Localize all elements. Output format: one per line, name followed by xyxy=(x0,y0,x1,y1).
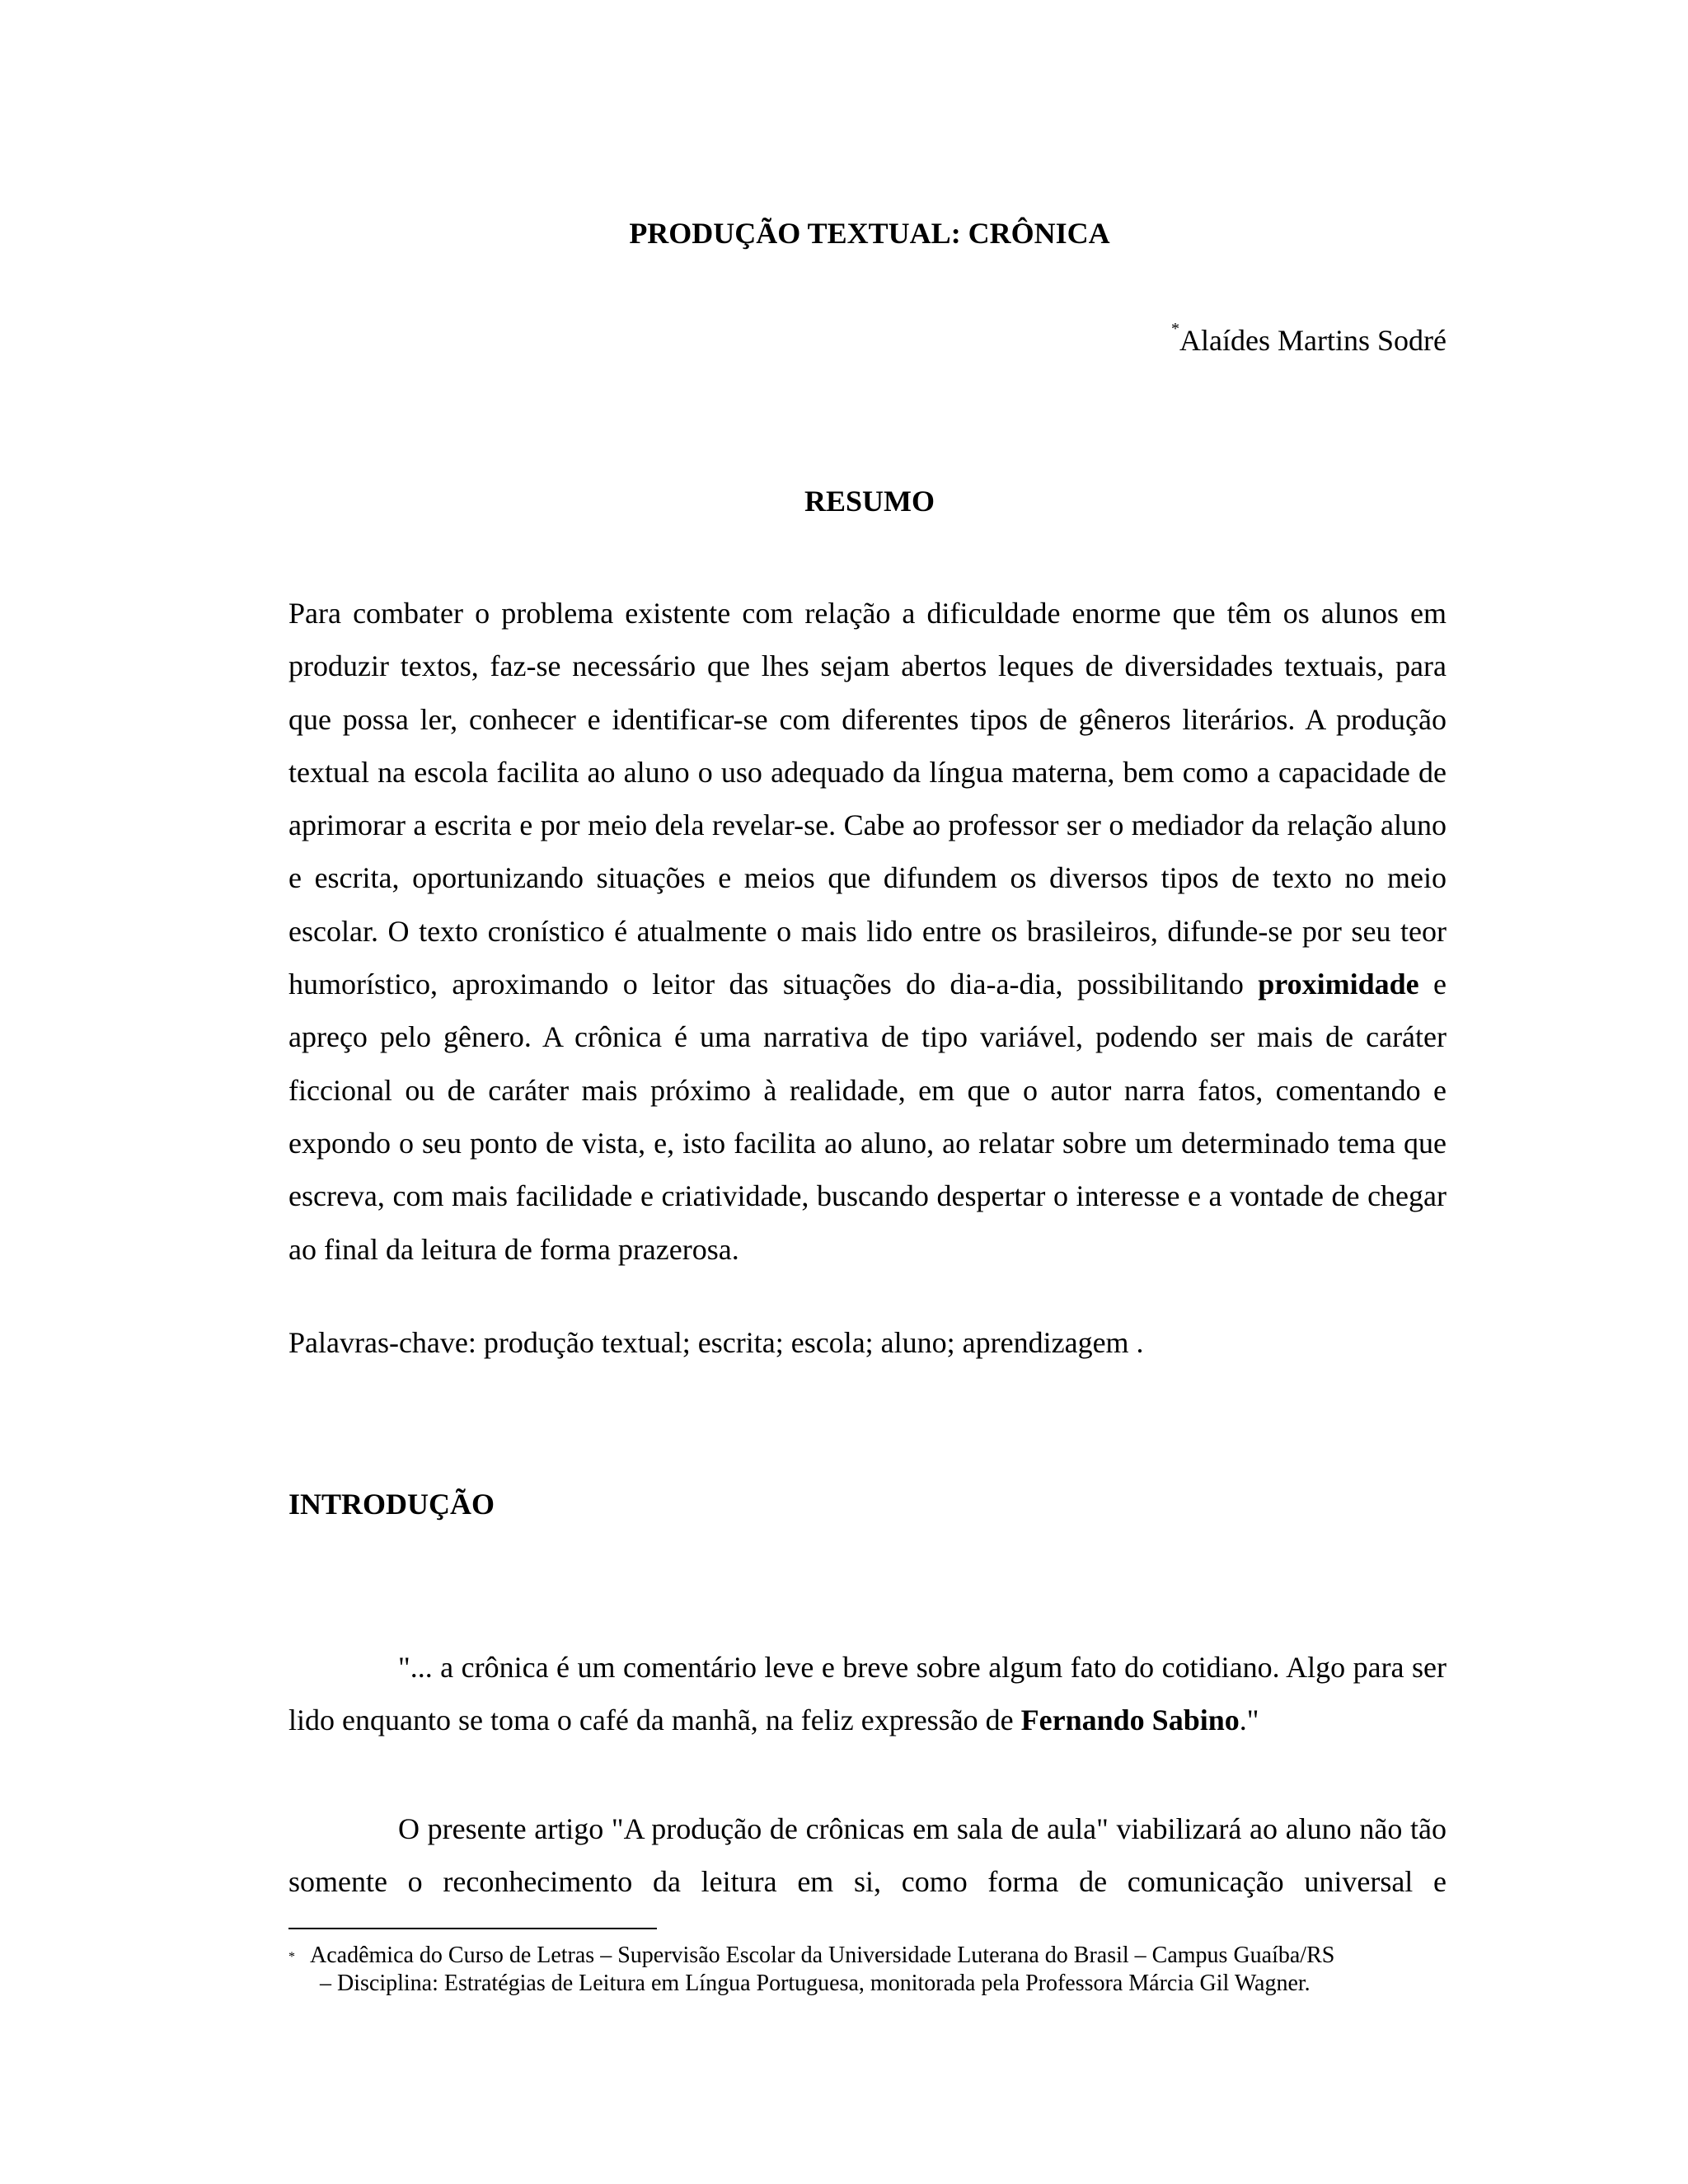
footnote-line-1: Acadêmica do Curso de Letras – Supervisão Escolar da Universidade Luterana do Brasil – Campus Guaíba/RS xyxy=(310,1943,1335,1968)
footnote-divider xyxy=(288,1928,657,1929)
quote-text-part-1: "... a crônica é um comentário leve e breve sobre algum fato do cotidiano. Algo para ser lido enquanto se toma o café da manhã, na feliz expressão de xyxy=(288,1651,1447,1736)
footnote xyxy=(288,1942,1447,1998)
author-name: Alaídes Martins Sodré xyxy=(1179,324,1447,357)
author-footnote-mark: * xyxy=(1171,320,1180,338)
abstract-paragraph xyxy=(288,587,1447,1276)
intro-quote xyxy=(288,1641,1447,1746)
introducao-heading: INTRODUÇÃO xyxy=(288,1488,495,1521)
keywords-line: Palavras-chave: produção textual; escrita; escola; aluno; aprendizagem . xyxy=(288,1326,1144,1359)
abstract-text-part-2: e apreço pelo gênero. A crônica é uma narrativa de tipo variável, podendo ser mais de caráter ficcional ou de caráter mais próximo à realidade, em que o autor narra fatos, comentando e expondo o seu ponto de vista, e, isto facilita ao aluno, ao relatar sobre um determinado tema que escreva, com mais facilidade e criatividade, buscando despertar o interesse e a vontade de chegar ao final da leitura de forma prazerosa. xyxy=(288,968,1447,1266)
quote-bold-name: Fernando Sabino xyxy=(1020,1704,1240,1736)
document-title: PRODUÇÃO TEXTUAL: CRÔNICA xyxy=(629,217,1110,250)
author-line xyxy=(1171,320,1447,358)
footnote-line-2: – Disciplina: Estratégias de Leitura em Língua Portuguesa, monitorada pela Professora Márcia Gil Wagner. xyxy=(320,1971,1311,1996)
intro-paragraph: O presente artigo "A produção de crônicas em sala de aula" viabilizará ao aluno não tão somente o reconhecimento da leitura em si, como forma de comunicação universal e xyxy=(288,1812,1447,1898)
footnote-mark: * xyxy=(288,1950,295,1964)
abstract-bold-word: proximidade xyxy=(1258,968,1419,1001)
resumo-heading: RESUMO xyxy=(804,485,935,518)
quote-text-part-2: ." xyxy=(1239,1704,1259,1736)
abstract-text-part-1: Para combater o problema existente com relação a dificuldade enorme que têm os alunos em produzir textos, faz-se necessário que lhes sejam abertos leques de diversidades textuais, para que possa ler, conhecer e identificar-se com diferentes tipos de gêneros literários. A produção textual na escola facilita ao aluno o uso adequado da língua materna, bem como a capacidade de aprimorar a escrita e por meio dela revelar-se. Cabe ao professor ser o mediador da relação aluno e escrita, oportunizando situações e meios que difundem os diversos tipos de texto no meio escolar. O texto cronístico é atualmente o mais lido entre os brasileiros, difunde-se por seu teor humorístico, aproximando o leitor das situações do dia-a-dia, possibilitando xyxy=(288,597,1447,1001)
